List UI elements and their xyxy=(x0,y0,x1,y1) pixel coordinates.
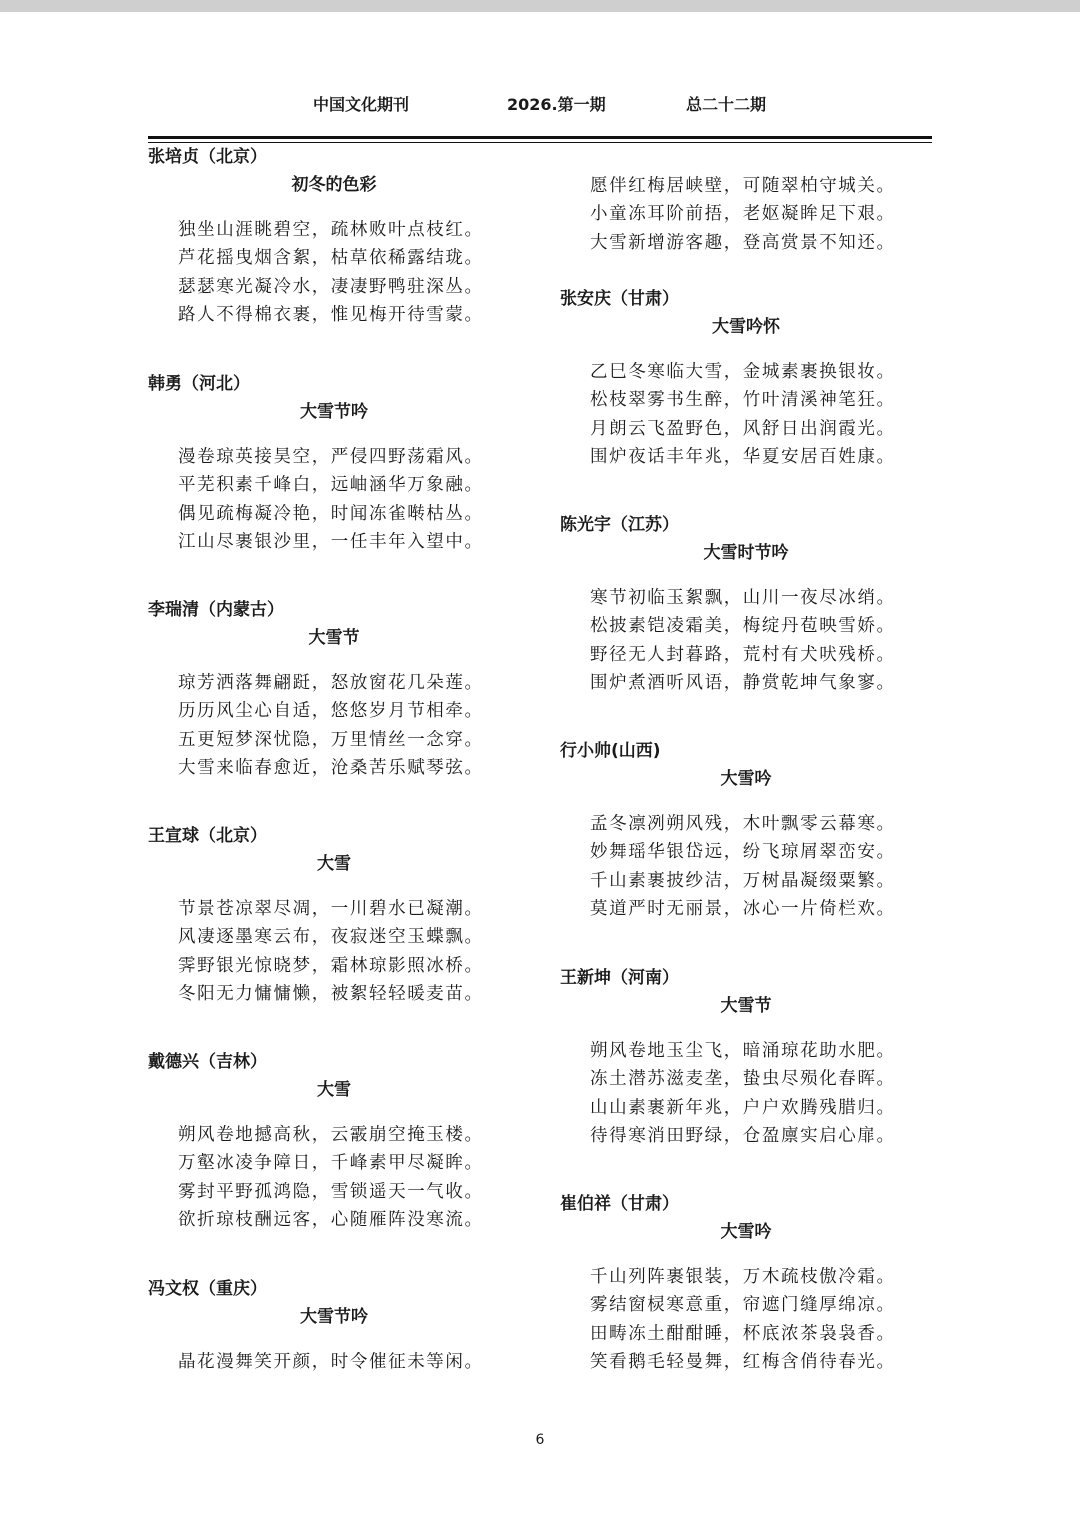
top-gray-bar xyxy=(0,0,1080,12)
poem-line: 五更短梦深忧隐，万里情丝一念穿。 xyxy=(178,729,484,750)
page-number: 6 xyxy=(535,1432,545,1448)
poem-line: 松枝翠雾书生醉，竹叶清溪神笔狂。 xyxy=(590,390,896,411)
poem-line: 寒节初临玉絮飘，山川一夜尽冰绡。 xyxy=(590,588,896,608)
poem-line: 路人不得棉衣裹，惟见梅开待雪蒙。 xyxy=(178,304,484,325)
poem-line: 独坐山涯眺碧空，疏林败叶点枝红。 xyxy=(178,220,484,240)
poem-author: 行小帅(山西) xyxy=(560,741,661,761)
poem-line: 大雪新增游客趣，登高赏景不知还。 xyxy=(590,232,896,253)
poem-author: 王新坤（河南） xyxy=(560,968,679,988)
poem-line: 野径无人封暮路，荒村有犬吠残桥。 xyxy=(590,644,896,665)
poem-title: 大雪 xyxy=(317,1080,351,1100)
poem-line: 莫道严时无丽景，冰心一片倚栏欢。 xyxy=(590,898,896,919)
poem-title: 大雪节 xyxy=(308,628,360,648)
poem-line: 风凄逐墨寒云布，夜寂迷空玉蝶飘。 xyxy=(178,927,484,948)
poem-line: 冬阳无力慵慵懒，被絮轻轻暖麦苗。 xyxy=(178,983,484,1004)
poem-line: 琼芳洒落舞翩跹，怒放窗花几朵莲。 xyxy=(178,673,484,693)
poem-title: 大雪吟 xyxy=(720,769,772,789)
poem-title: 大雪节 xyxy=(720,996,772,1016)
poem-line: 江山尽裹银沙里，一任丰年入望中。 xyxy=(178,531,484,552)
poem-title: 大雪吟 xyxy=(720,1222,772,1242)
poem-line: 朔风卷地撼高秋，云霰崩空掩玉楼。 xyxy=(178,1125,484,1145)
poem-line: 晶花漫舞笑开颜，时令催征未等闲。 xyxy=(178,1352,484,1372)
running-header xyxy=(0,92,1080,116)
poem-author: 李瑞清（内蒙古） xyxy=(148,600,284,620)
poem-line: 笑看鹅毛轻曼舞，红梅含俏待春光。 xyxy=(590,1351,896,1372)
poem-line: 冻土潜苏滋麦垄，蛰虫尽殒化春晖。 xyxy=(590,1069,896,1090)
poem-line: 山山素裹新年兆，户户欢腾残腊归。 xyxy=(590,1097,896,1118)
poem-line: 田畴冻土酣酣睡，杯底浓茶袅袅香。 xyxy=(590,1323,896,1344)
poem-line: 历历风尘心自适，悠悠岁月节相牵。 xyxy=(178,701,484,722)
poem-line: 霁野银光惊晓梦，霜林琼影照冰桥。 xyxy=(178,955,484,976)
poem-line: 雾封平野孤鸿隐，雪锁遥天一气收。 xyxy=(178,1181,484,1202)
poem-line: 节景苍凉翠尽凋，一川碧水已凝潮。 xyxy=(178,899,484,919)
poem-line: 千山素裹披纱洁，万树晶凝缀粟繁。 xyxy=(590,870,896,891)
poem-line: 小童冻耳阶前捂，老妪凝眸足下艰。 xyxy=(590,204,896,225)
poem-line: 待得寒消田野绿，仓盈廪实启心扉。 xyxy=(590,1125,896,1146)
poem-line: 欲折琼枝酬远客，心随雁阵没寒流。 xyxy=(178,1209,484,1230)
poem-line: 乙巳冬寒临大雪，金城素裹换银妆。 xyxy=(590,362,896,382)
poem-line: 妙舞瑶华银岱远，纷飞琼屑翠峦安。 xyxy=(590,842,896,863)
poem-author: 冯文权（重庆） xyxy=(148,1279,267,1299)
poem-line: 围炉夜话丰年兆，华夏安居百姓康。 xyxy=(590,446,896,467)
poem-author: 戴德兴（吉林） xyxy=(148,1052,267,1072)
poem-title: 大雪时节吟 xyxy=(703,543,789,563)
poem-line: 孟冬凛冽朔风残，木叶飘零云幕寒。 xyxy=(590,814,896,834)
poem-author: 韩勇（河北） xyxy=(148,374,250,394)
poem-line: 千山列阵裹银装，万木疏枝傲冷霜。 xyxy=(590,1267,896,1287)
poem-author: 陈光宇（江苏） xyxy=(560,515,679,535)
poem-line: 瑟瑟寒光凝冷水，凄凄野鸭驻深丛。 xyxy=(178,276,484,297)
total-issue: 总二十二期 xyxy=(686,95,767,114)
poem-line: 偶见疏梅凝冷艳，时闻冻雀啭枯丛。 xyxy=(178,503,484,524)
poem-line: 围炉煮酒听风语，静赏乾坤气象寥。 xyxy=(590,672,896,693)
poem-title: 大雪 xyxy=(317,854,351,874)
poem-author: 崔伯祥（甘肃） xyxy=(560,1194,679,1214)
journal-name: 中国文化期刊 xyxy=(313,95,410,114)
poem-line: 芦花摇曳烟含絮，枯草依稀露结珑。 xyxy=(178,248,484,269)
poem-title: 大雪吟怀 xyxy=(712,317,780,337)
poem-line: 万壑冰凌争障日，千峰素甲尽凝眸。 xyxy=(178,1153,484,1174)
poem-author: 张安庆（甘肃） xyxy=(560,289,679,309)
poem-line: 雾结窗棂寒意重，帘遮门缝厚绵凉。 xyxy=(590,1295,896,1316)
poem-line: 漫卷琼英接昊空，严侵四野荡霜风。 xyxy=(178,447,484,467)
poem-title: 初冬的色彩 xyxy=(291,175,377,195)
poem-author: 张培贞（北京） xyxy=(148,147,267,167)
poem-line: 大雪来临春愈近，沧桑苦乐赋琴弦。 xyxy=(178,757,484,778)
poem-title: 大雪节吟 xyxy=(300,1307,368,1327)
issue-number: 2026.第一期 xyxy=(507,95,606,114)
poem-line: 朔风卷地玉尘飞，暗涌琼花助水肥。 xyxy=(590,1041,896,1061)
poem-line: 月朗云飞盈野色，风舒日出润霞光。 xyxy=(590,418,896,439)
header-rule-thick xyxy=(148,136,932,139)
poem-title: 大雪节吟 xyxy=(300,402,368,422)
poem-line: 愿伴红梅居峡壁，可随翠柏守城关。 xyxy=(590,176,896,196)
poem-author: 王宣球（北京） xyxy=(148,826,267,846)
poem-line: 松披素铠凌霜美，梅绽丹苞映雪娇。 xyxy=(590,616,896,637)
poem-line: 平芜积素千峰白，远岫涵华万象融。 xyxy=(178,475,484,496)
